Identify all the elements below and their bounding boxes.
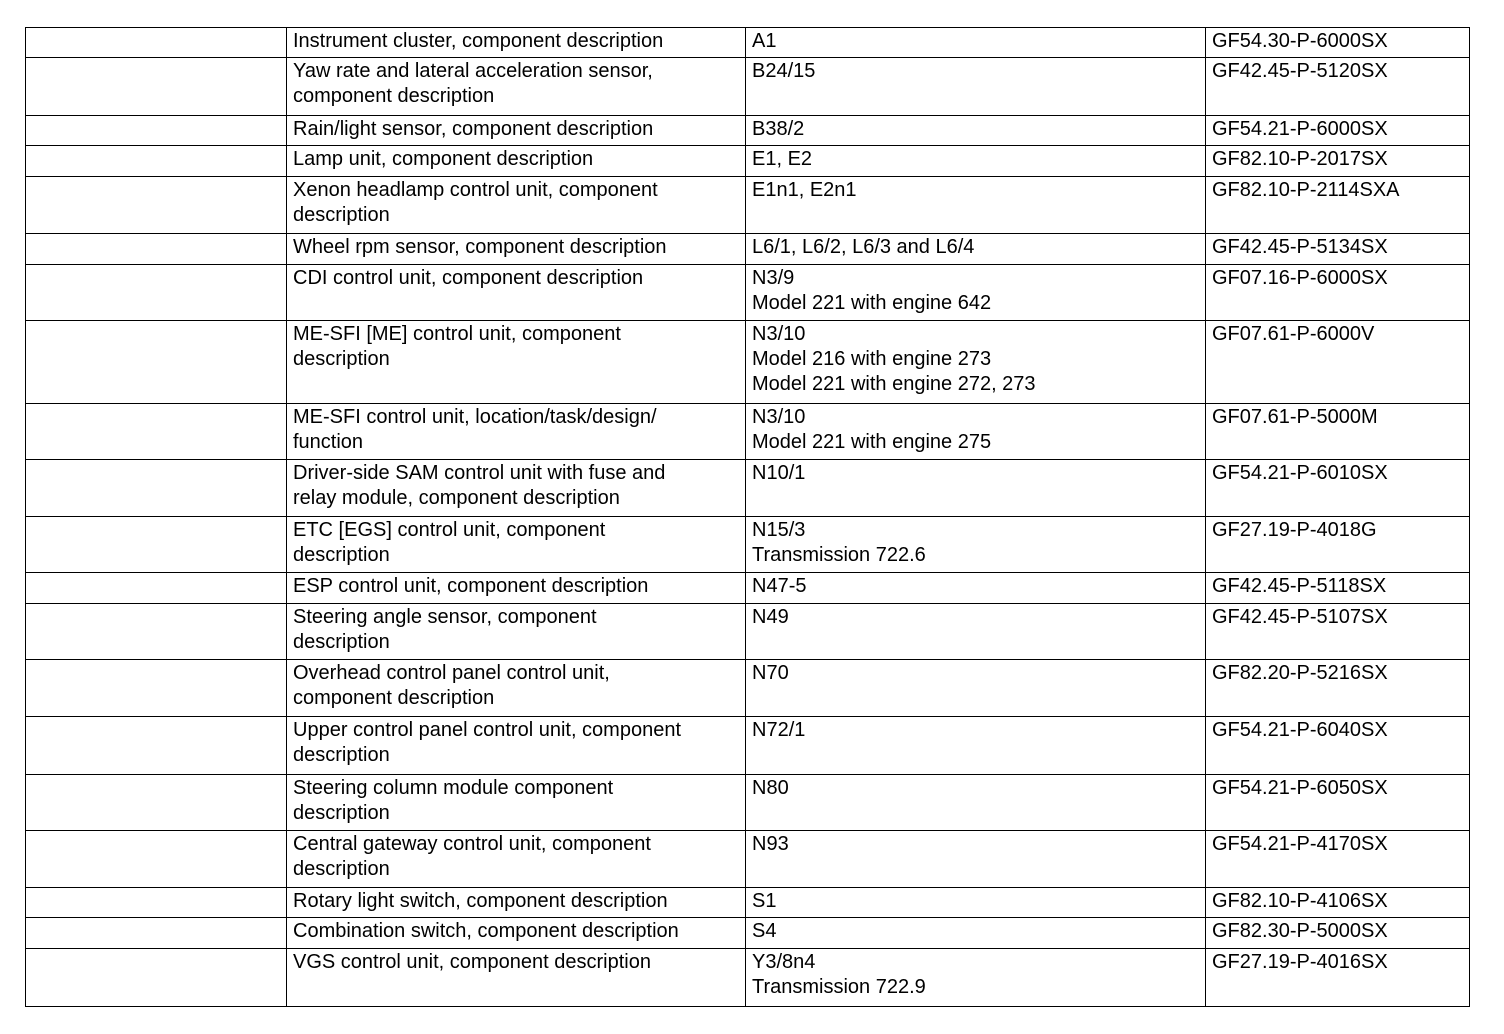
component-description-cell <box>287 460 746 517</box>
component-description-cell <box>287 234 746 265</box>
table-row <box>26 28 1470 58</box>
blank-cell <box>26 146 287 177</box>
document-reference-cell: GF82.10-P-2017SX <box>1206 146 1470 177</box>
component-description-line: Steering angle sensor, component <box>293 606 597 628</box>
blank-cell <box>26 888 287 918</box>
document-reference-cell: GF54.21-P-6040SX <box>1206 717 1470 775</box>
table-row <box>26 404 1470 460</box>
component-description-cell <box>287 146 746 177</box>
component-code-cell <box>746 949 1206 1007</box>
component-code-cell <box>746 234 1206 265</box>
blank-cell <box>26 918 287 949</box>
component-code-line: N10/1 <box>752 462 806 484</box>
component-code-cell <box>746 717 1206 775</box>
document-reference-cell: GF54.21-P-4170SX <box>1206 831 1470 888</box>
component-description-line: description <box>293 204 390 226</box>
component-description-line: description <box>293 858 390 880</box>
document-reference-cell: GF82.10-P-2114SXA <box>1206 177 1470 234</box>
component-description-line: ETC [EGS] control unit, component <box>293 519 606 541</box>
component-description-line: VGS control unit, component description <box>293 951 651 973</box>
document-reference-cell: GF42.45-P-5107SX <box>1206 604 1470 660</box>
blank-cell <box>26 775 287 831</box>
document-reference-cell: GF82.20-P-5216SX <box>1206 660 1470 717</box>
component-code-cell <box>746 831 1206 888</box>
table-body <box>26 28 1470 1007</box>
component-description-cell <box>287 949 746 1007</box>
component-reference-table <box>25 27 1470 1007</box>
document-reference-cell: GF07.61-P-5000M <box>1206 404 1470 460</box>
component-code-line: S4 <box>752 920 777 942</box>
component-description-line: description <box>293 544 390 566</box>
component-description-cell <box>287 116 746 146</box>
component-description-line: ME-SFI [ME] control unit, component <box>293 323 621 345</box>
component-description-line: component description <box>293 85 495 107</box>
blank-cell <box>26 116 287 146</box>
component-description-cell <box>287 888 746 918</box>
component-code-line: N72/1 <box>752 719 806 741</box>
component-description-cell <box>287 517 746 573</box>
component-code-line: Model 221 with engine 642 <box>752 292 992 314</box>
component-code-cell <box>746 116 1206 146</box>
document-reference-cell: GF82.30-P-5000SX <box>1206 918 1470 949</box>
component-description-line: CDI control unit, component description <box>293 267 644 289</box>
component-description-line: Upper control panel control unit, component <box>293 719 682 741</box>
table-row <box>26 146 1470 177</box>
component-description-line: Xenon headlamp control unit, component <box>293 179 658 201</box>
component-code-line: Model 221 with engine 275 <box>752 431 992 453</box>
component-description-line: relay module, component description <box>293 487 620 509</box>
document-reference-cell: GF27.19-P-4016SX <box>1206 949 1470 1007</box>
component-code-cell <box>746 460 1206 517</box>
component-description-cell <box>287 831 746 888</box>
component-code-cell <box>746 573 1206 604</box>
component-description-line: ME-SFI control unit, location/task/design/ <box>293 406 657 428</box>
blank-cell <box>26 949 287 1007</box>
component-description-cell <box>287 660 746 717</box>
component-description-line: Steering column module component <box>293 777 614 799</box>
component-code-line: N49 <box>752 606 789 628</box>
table-row <box>26 831 1470 888</box>
component-code-cell <box>746 404 1206 460</box>
component-code-line: E1n1, E2n1 <box>752 179 857 201</box>
blank-cell <box>26 717 287 775</box>
component-code-line: B24/15 <box>752 60 816 82</box>
component-code-cell <box>746 265 1206 321</box>
blank-cell <box>26 460 287 517</box>
component-code-line: N70 <box>752 662 789 684</box>
component-description-line: description <box>293 631 390 653</box>
table-row <box>26 116 1470 146</box>
component-description-line: Combination switch, component description <box>293 920 679 942</box>
document-reference-cell: GF42.45-P-5118SX <box>1206 573 1470 604</box>
component-description-cell <box>287 775 746 831</box>
component-code-line: N80 <box>752 777 789 799</box>
component-code-line: S1 <box>752 890 777 912</box>
table-row <box>26 775 1470 831</box>
component-code-line: Model 216 with engine 273 <box>752 348 992 370</box>
component-description-cell <box>287 177 746 234</box>
table-row <box>26 717 1470 775</box>
component-description-line: description <box>293 744 390 766</box>
table-row <box>26 265 1470 321</box>
document-reference-cell: GF42.45-P-5120SX <box>1206 58 1470 116</box>
component-code-cell <box>746 321 1206 404</box>
component-description-line: Rain/light sensor, component description <box>293 118 654 140</box>
component-code-line: N3/9 <box>752 267 795 289</box>
component-description-cell <box>287 265 746 321</box>
component-description-cell <box>287 28 746 58</box>
component-code-cell <box>746 604 1206 660</box>
component-code-cell <box>746 146 1206 177</box>
component-code-line: N93 <box>752 833 789 855</box>
table-row <box>26 460 1470 517</box>
table-row <box>26 234 1470 265</box>
component-description-line: Driver-side SAM control unit with fuse and <box>293 462 666 484</box>
blank-cell <box>26 58 287 116</box>
component-code-line: B38/2 <box>752 118 805 140</box>
component-code-line: Transmission 722.9 <box>752 976 926 998</box>
component-description-line: description <box>293 348 390 370</box>
blank-cell <box>26 321 287 404</box>
table-row <box>26 517 1470 573</box>
component-code-cell <box>746 177 1206 234</box>
table-row <box>26 58 1470 116</box>
component-description-line: Central gateway control unit, component <box>293 833 651 855</box>
blank-cell <box>26 28 287 58</box>
table-row <box>26 573 1470 604</box>
component-description-line: Lamp unit, component description <box>293 148 594 170</box>
component-code-line: Y3/8n4 <box>752 951 816 973</box>
blank-cell <box>26 517 287 573</box>
document-reference-cell: GF54.30-P-6000SX <box>1206 28 1470 58</box>
component-description-line: description <box>293 802 390 824</box>
component-code-line: Transmission 722.6 <box>752 544 926 566</box>
component-description-line: component description <box>293 687 495 709</box>
component-code-line: A1 <box>752 30 777 52</box>
blank-cell <box>26 265 287 321</box>
table-row <box>26 321 1470 404</box>
document-reference-cell: GF54.21-P-6000SX <box>1206 116 1470 146</box>
blank-cell <box>26 660 287 717</box>
table-row <box>26 660 1470 717</box>
blank-cell <box>26 573 287 604</box>
component-description-line: Yaw rate and lateral acceleration sensor, <box>293 60 653 82</box>
component-description-cell <box>287 58 746 116</box>
blank-cell <box>26 404 287 460</box>
blank-cell <box>26 177 287 234</box>
component-code-line: N15/3 <box>752 519 806 541</box>
blank-cell <box>26 831 287 888</box>
document-reference-cell: GF54.21-P-6050SX <box>1206 775 1470 831</box>
component-description-cell <box>287 717 746 775</box>
component-code-line: N3/10 <box>752 406 806 428</box>
table-row <box>26 604 1470 660</box>
document-reference-cell: GF27.19-P-4018G <box>1206 517 1470 573</box>
component-description-line: Overhead control panel control unit, <box>293 662 610 684</box>
component-description-cell <box>287 404 746 460</box>
table-row <box>26 949 1470 1007</box>
component-code-cell <box>746 775 1206 831</box>
component-code-line: N3/10 <box>752 323 806 345</box>
component-code-cell <box>746 58 1206 116</box>
document-reference-cell: GF07.16-P-6000SX <box>1206 265 1470 321</box>
component-description-line: Rotary light switch, component description <box>293 890 668 912</box>
table-row <box>26 177 1470 234</box>
component-description-line: ESP control unit, component description <box>293 575 649 597</box>
table-row <box>26 918 1470 949</box>
component-description-line: Wheel rpm sensor, component description <box>293 236 667 258</box>
blank-cell <box>26 234 287 265</box>
table-row <box>26 888 1470 918</box>
component-description-line: function <box>293 431 364 453</box>
component-description-cell <box>287 573 746 604</box>
component-code-cell <box>746 918 1206 949</box>
component-code-line: L6/1, L6/2, L6/3 and L6/4 <box>752 236 975 258</box>
component-description-line: Instrument cluster, component description <box>293 30 664 52</box>
document-reference-cell: GF82.10-P-4106SX <box>1206 888 1470 918</box>
component-code-cell <box>746 28 1206 58</box>
component-code-cell <box>746 660 1206 717</box>
component-code-cell <box>746 517 1206 573</box>
document-reference-cell: GF54.21-P-6010SX <box>1206 460 1470 517</box>
component-code-line: E1, E2 <box>752 148 813 170</box>
blank-cell <box>26 604 287 660</box>
component-description-cell <box>287 321 746 404</box>
component-description-cell <box>287 604 746 660</box>
component-description-cell <box>287 918 746 949</box>
component-code-line: N47-5 <box>752 575 807 597</box>
document-reference-cell: GF42.45-P-5134SX <box>1206 234 1470 265</box>
component-code-cell <box>746 888 1206 918</box>
component-code-line: Model 221 with engine 272, 273 <box>752 373 1036 395</box>
document-reference-cell: GF07.61-P-6000V <box>1206 321 1470 404</box>
